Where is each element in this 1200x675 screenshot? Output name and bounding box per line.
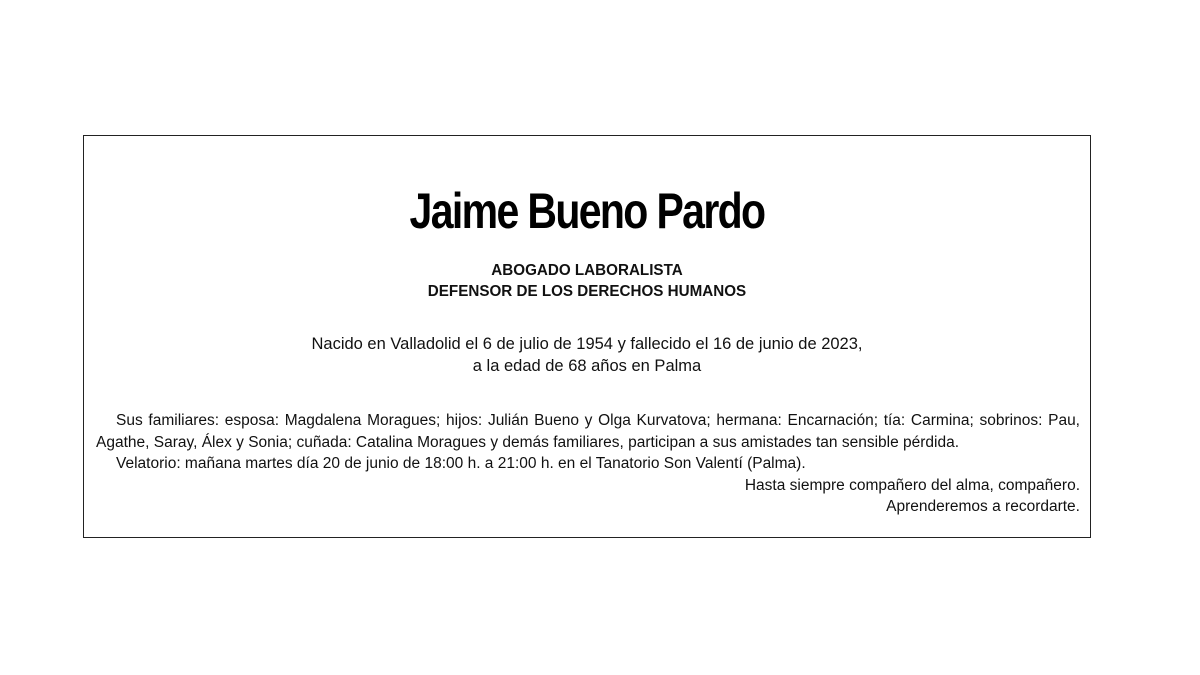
closing-line: Aprenderemos a recordarte. [886,498,1080,515]
notice-body [96,410,1080,518]
dates-line: Nacido en Valladolid el 6 de julio de 1954 y fallecido el 16 de junio de 2023, [311,335,863,353]
titles-block [84,260,1090,302]
obituary-notice [83,135,1091,538]
closing-line: Hasta siempre compañero del alma, compañero. [744,476,1080,494]
deceased-name: Jaime Bueno Pardo [409,183,765,239]
family-paragraph: Sus familiares: esposa: Magdalena Moragues; hijos: Julián Bueno y Olga Kurvatova; hermana: Encarnación; tía: Carmina; sobrinos: Pau, Agathe, Saray, Álex y Sonia; cuñada: Catalina Moragues y demás familiares, participan a sus amistades tan sensible pérdida. [96,412,1080,451]
wake-paragraph: Velatorio: mañana martes día 20 de junio de 18:00 h. a 21:00 h. en el Tanatorio Son Valentí (Palma). [116,455,806,472]
title-line: ABOGADO LABORALISTA [491,262,683,279]
birth-death-block [84,333,1090,377]
title-line: DEFENSOR DE LOS DERECHOS HUMANOS [427,283,747,300]
dates-line: a la edad de 68 años en Palma [472,357,702,375]
